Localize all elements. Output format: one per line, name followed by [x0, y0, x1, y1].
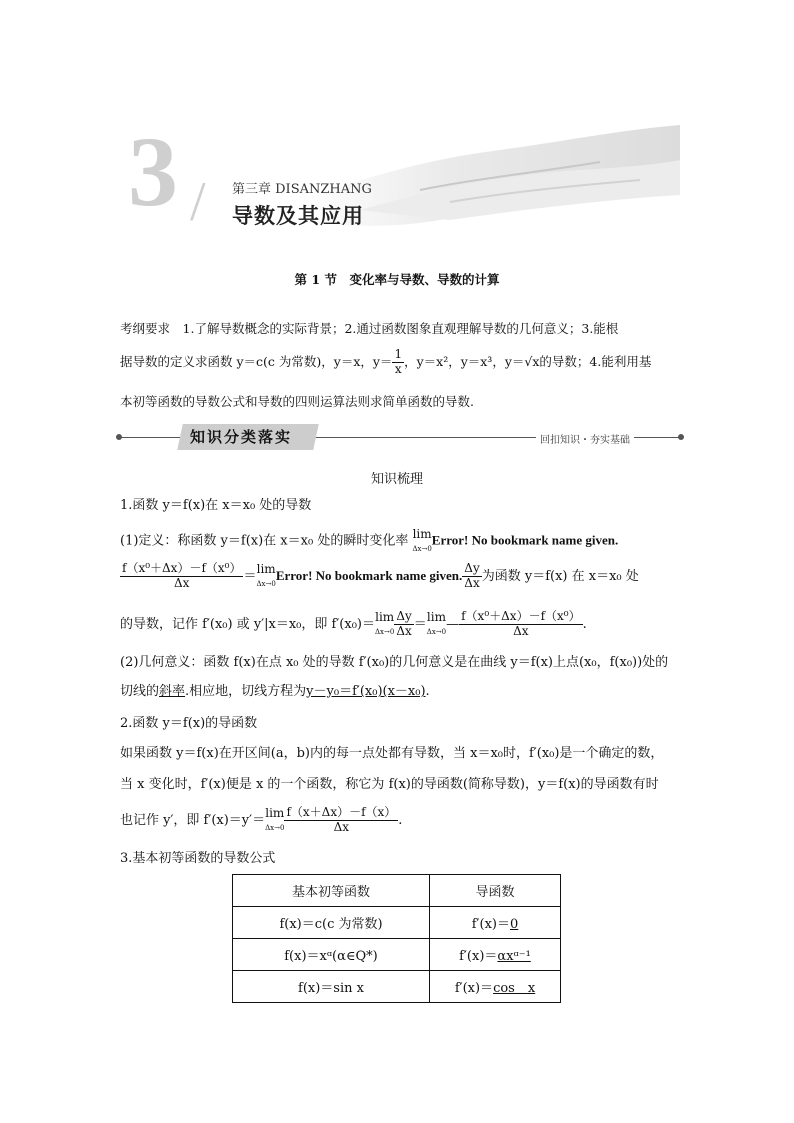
- item1-definition-line-3: 的导数，记作 f′(x₀) 或 y′|x＝x₀，即 f′(x₀)＝lim Δx→0 $\frac{\Delta y}{\Delta x}$ ＝lim Δx→0— $\frac{\text{f（x⁰＋Δx）－f（x⁰）}}{\Delta x}$ .: [120, 609, 587, 638]
- item2-paragraph-line-1: 如果函数 y＝f(x)在开区间(a，b)内的每一点处都有导数，当 x＝x₀时，f′(x₀)是一个确定的数，: [120, 746, 664, 761]
- section-title: 第 1 节 变化率与导数、导数的计算: [294, 272, 500, 287]
- item2-paragraph-line-3: 也记作 y′，即 f′(x)＝y′＝lim Δx→0 $\frac{f(x+\Delta x)-f(x)}{\Delta x}$ .: [120, 805, 403, 834]
- knowledge-bar-subtitle: 回扣知识・夯实基础: [536, 431, 634, 446]
- chapter-title: 导数及其应用: [232, 203, 364, 228]
- item2-title: 2.函数 y＝f(x)的导函数: [120, 716, 258, 731]
- item1-definition-line-2: $\frac{\text{f（x⁰＋Δx）－f（x⁰）}}{\Delta x}$ ＝lim Δx→0Error! No bookmark name given. $\frac{\Delta y}{\Delta x}$ 为函数 y＝f(x) 在 x＝x₀ 处: [122, 561, 639, 590]
- chapter-label: 第三章 DISANZHANG: [232, 182, 372, 197]
- limit-operator: lim Δx→0: [412, 527, 432, 553]
- derivative-function-fraction: $\frac{f(x+\Delta x)-f(x)}{\Delta x}$: [286, 805, 397, 834]
- difference-quotient: $\frac{\text{f（x⁰＋Δx）－f（x⁰）}}{\Delta x}$: [122, 561, 242, 590]
- derivative-definition-fraction: $\frac{\text{f（x⁰＋Δx）－f（x⁰）}}{\Delta x}$: [461, 609, 581, 638]
- requirements-line-1: 考纲要求 1.了解导数概念的实际背景；2.通过函数图象直观理解导数的几何意义；3.能根: [120, 321, 619, 336]
- item1-geometric-line-1: (2)几何意义：函数 f(x)在点 x₀ 处的导数 f′(x₀)的几何意义是在曲线 y＝f(x)上点(x₀，f(x₀))处的: [120, 655, 669, 670]
- answer-blank: 0: [509, 917, 519, 932]
- chapter-number: 3: [128, 116, 178, 227]
- table-header: 导函数: [430, 875, 561, 907]
- fraction-one-over-x: $\frac{1}{x}$: [394, 347, 403, 376]
- item3-title: 3.基本初等函数的导数公式: [120, 851, 276, 866]
- answer-slope: 斜率: [159, 684, 186, 699]
- dy-over-dx: $\frac{\Delta y}{\Delta x}$: [464, 561, 480, 590]
- error-text: Error! No bookmark name given.: [431, 532, 619, 548]
- item2-paragraph-line-2: 当 x 变化时，f′(x)便是 x 的一个函数，称它为 f(x)的导函数(简称导数)，y＝f(x)的导函数有时: [120, 777, 659, 792]
- requirements-label: 考纲要求: [120, 321, 171, 336]
- table-row: f(x)＝xᵅ(α∈Q*) f′(x)＝αxᵅ⁻¹: [233, 939, 561, 971]
- table-row: f(x)＝c(c 为常数) f′(x)＝0: [233, 907, 561, 939]
- knowledge-heading: 知识梳理: [370, 472, 423, 487]
- item1-definition-line-1: (1)定义：称函数 y＝f(x)在 x＝x₀ 处的瞬时变化率 lim Δx→0Error! No bookmark name given.: [120, 527, 619, 553]
- answer-blank: αxᵅ⁻¹: [497, 949, 531, 964]
- divider-dot-left: [116, 434, 122, 440]
- requirements-line-2: 据导数的定义求函数 y＝c(c 为常数)，y＝x，y＝ $\frac{1}{x}$ ，y＝x²，y＝x³，y＝√x的导数；4.能利用基: [120, 347, 652, 376]
- table-row: f(x)＝sin x f′(x)＝cos x: [233, 971, 561, 1003]
- knowledge-bar-title: 知识分类落实: [190, 428, 293, 446]
- item1-geometric-line-2: 切线的斜率.相应地，切线方程为y－y₀＝f′(x₀)(x－x₀).: [120, 684, 430, 699]
- derivative-formula-table: [232, 874, 561, 1003]
- chapter-slash: /: [190, 171, 206, 233]
- answer-tangent-equation: y－y₀＝f′(x₀)(x－x₀): [306, 684, 426, 699]
- divider-dot-right: [678, 434, 684, 440]
- answer-blank: cos x: [493, 981, 536, 996]
- table-header: 基本初等函数: [233, 875, 430, 907]
- requirements-line-3: 本初等函数的导数公式和导数的四则运算法则求简单函数的导数.: [120, 394, 474, 409]
- table-header-row: [233, 875, 561, 907]
- item1-title: 1.函数 y＝f(x)在 x＝x₀ 处的导数: [120, 498, 312, 513]
